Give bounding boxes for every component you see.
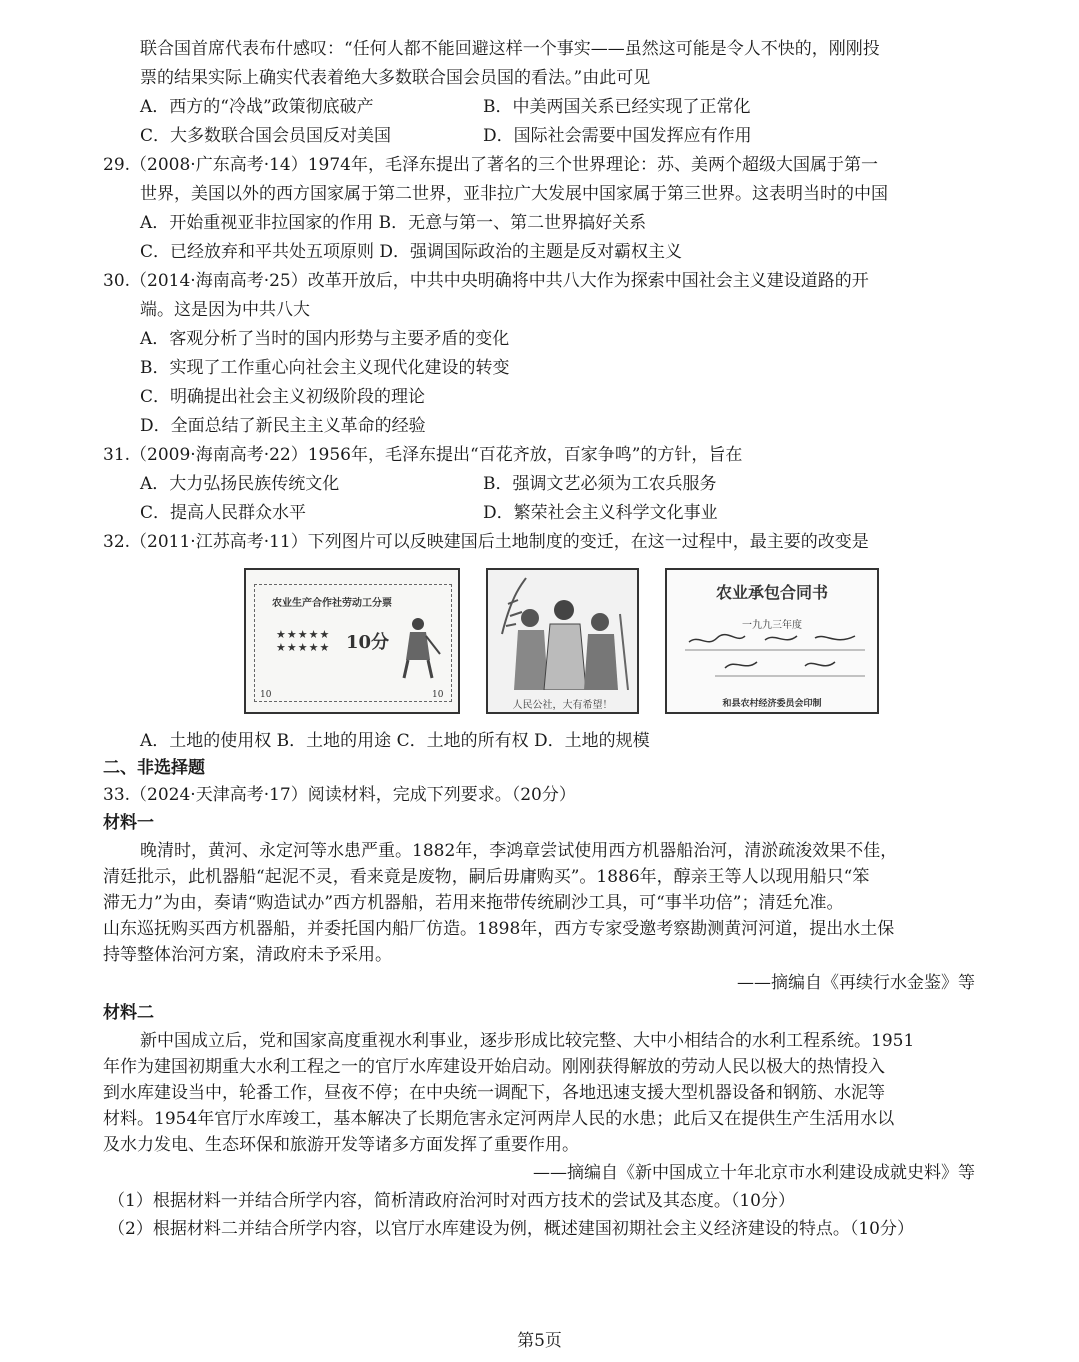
material-2-label: 材料二 [103, 1003, 154, 1023]
q30-option-c: C．明确提出社会主义初级阶段的理论 [140, 387, 426, 407]
figure-contract-document [665, 568, 879, 714]
material-1-line2: 清廷批示，此机器船“起泥不灵，看来竟是废物，嗣后毋庸购买”。1886年，醇亲王等人以现用船只“笨 [103, 867, 870, 887]
ticket-number-left: 10 [260, 690, 272, 700]
material-1-line1: 晚清时，黄河、永定河等水患严重。1882年，李鸿章尝试使用西方机器船治河，清淤疏浚效果不佳， [140, 841, 898, 861]
q29-stem-line2: 世界，美国以外的西方国家属于第二世界，亚非拉广大发展中国家属于第三世界。这表明当时的中国 [140, 184, 888, 204]
material-1-line3: 滞无力”为由，奏请“购造试办”西方机器船，若用来拖带传统刷沙工具，可“事半功倍”；清廷允准。 [103, 893, 844, 913]
figure-work-point-ticket [244, 568, 460, 714]
q32-stem: 32.（2011·江苏高考·11）下列图片可以反映建国后土地制度的变迁，在这一过程中，最主要的改变是 [103, 532, 869, 552]
q33-requirement-2: （2）根据材料二并结合所学内容，以官厅水库建设为例，概述建国初期社会主义经济建设的特点。（10分） [108, 1219, 914, 1239]
poster-caption: 人民公社，大有希望！ [512, 700, 613, 711]
q28-option-d: D．国际社会需要中国发挥应有作用 [483, 126, 752, 146]
figure-commune-poster [486, 568, 639, 714]
q28-stem-line1: 联合国首席代表布什感叹：“任何人都不能回避这样一个事实——虽然这可能是令人不快的，刚刚投 [140, 39, 880, 59]
commune-people-illustration-icon [492, 574, 633, 690]
q32-options: A．土地的使用权 B．土地的用途 C．土地的所有权 D．土地的规模 [140, 731, 650, 751]
material-2-line3: 到水库建设当中，轮番工作，昼夜不停；在中央统一调配下，各地迅速支援大型机器设备和钢筋、水泥等 [103, 1083, 885, 1103]
q29-options-ab: A．开始重视亚非拉国家的作用 B．无意与第一、第二世界搞好关系 [140, 213, 647, 233]
ticket-value: 10分 [346, 632, 390, 653]
q30-stem-line2: 端。这是因为中共八大 [140, 300, 310, 320]
material-1-source: ——摘编自《再续行水金鉴》等 [737, 973, 975, 993]
material-2-line5: 及水力发电、生态环保和旅游开发等诸多方面发挥了重要作用。 [103, 1135, 579, 1155]
ticket-stars: ★★★★★ ★★★★★ [276, 628, 331, 654]
q28-option-b: B．中美两国关系已经实现了正常化 [483, 97, 751, 117]
contract-title: 农业承包合同书 [715, 583, 828, 602]
q31-option-d: D．繁荣社会主义科学文化事业 [483, 503, 718, 523]
material-1-label: 材料一 [103, 813, 154, 833]
ticket-number-right: 10 [432, 690, 444, 700]
q29-options-cd: C．已经放弃和平共处五项原则 D．强调国际政治的主题是反对霸权主义 [140, 242, 683, 262]
q30-stem-line1: 30.（2014·海南高考·25）改革开放后，中共中央明确将中共八大作为探索中国社会主义建设道路的开 [103, 271, 869, 291]
q30-option-d: D．全面总结了新民主主义革命的经验 [140, 416, 426, 436]
material-2-source: ——摘编自《新中国成立十年北京市水利建设成就史料》等 [533, 1163, 975, 1183]
q33-requirement-1: （1）根据材料一并结合所学内容，简析清政府治河时对西方技术的尝试及其态度。（10分） [108, 1191, 795, 1211]
material-2-line4: 材料。1954年官厅水库竣工，基本解决了长期危害永定河两岸人民的水患；此后又在提供生产生活用水以 [103, 1109, 895, 1129]
q30-option-a: A．客观分析了当时的国内形势与主要矛盾的变化 [140, 329, 510, 349]
q31-option-a: A．大力弘扬民族传统文化 [140, 474, 340, 494]
farmer-figure-icon [396, 614, 444, 680]
q28-option-a: A．西方的“冷战”政策彻底破产 [140, 97, 374, 117]
material-2-line1: 新中国成立后，党和国家高度重视水利事业，逐步形成比较完整、大中小相结合的水利工程系统。1951 [140, 1031, 915, 1051]
material-2-line2: 年作为建国初期重大水利工程之一的官厅水库建设开始启动。刚刚获得解放的劳动人民以极大的热情投入 [103, 1057, 885, 1077]
q31-stem: 31.（2009·海南高考·22）1956年，毛泽东提出“百花齐放，百家争鸣”的方针，旨在 [103, 445, 743, 465]
q29-stem-line1: 29.（2008·广东高考·14）1974年，毛泽东提出了著名的三个世界理论：苏、美两个超级大国属于第一 [103, 155, 879, 175]
contract-year: 一九九三年度 [742, 620, 802, 631]
ticket-title: 农业生产合作社劳动工分票 [272, 598, 392, 609]
q28-stem-line2: 票的结果实际上确实代表着绝大多数联合国会员国的看法。”由此可见 [140, 68, 651, 88]
contract-footer: 和县农村经济委员会印制 [722, 699, 822, 709]
contract-handwriting-icon [685, 630, 865, 684]
q28-option-c: C．大多数联合国会员国反对美国 [140, 126, 392, 146]
material-1-line4: 山东巡抚购买西方机器船，并委托国内船厂仿造。1898年，西方专家受邀考察勘测黄河河道，提出水土保 [103, 919, 895, 939]
q33-stem: 33.（2024·天津高考·17）阅读材料，完成下列要求。（20分） [103, 785, 576, 805]
section-heading-nonchoice: 二、非选择题 [103, 758, 205, 778]
q31-option-b: B．强调文艺必须为工农兵服务 [483, 474, 717, 494]
q30-option-b: B．实现了工作重心向社会主义现代化建设的转变 [140, 358, 510, 378]
material-1-line5: 持等整体治河方案，清政府未予采用。 [103, 945, 392, 965]
q31-option-c: C．提高人民群众水平 [140, 503, 307, 523]
page-number: 第5页 [517, 1331, 562, 1351]
